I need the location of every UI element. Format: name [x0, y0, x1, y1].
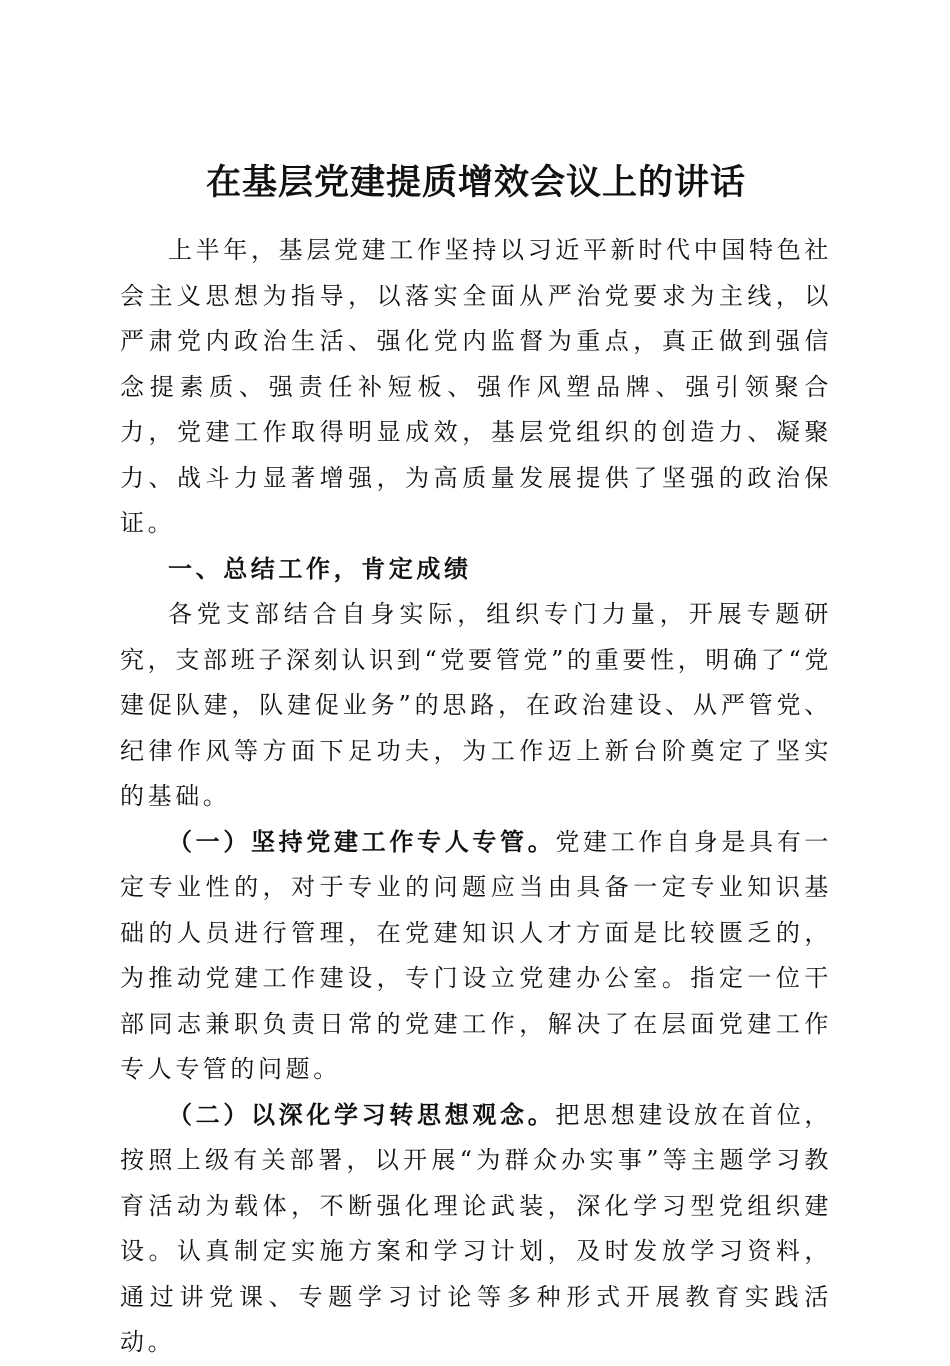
item-2-paragraph — [120, 1093, 832, 1366]
section-heading-1: 一、总结工作，肯定成绩 — [168, 554, 472, 583]
document-title: 在基层党建提质增效会议上的讲话 — [205, 162, 746, 204]
item-1-lead: （一）坚持党建工作专人专管。 — [168, 827, 556, 856]
intro-paragraph: 上半年，基层党建工作坚持以习近平新时代中国特色社会主义思想为指导，以落实全面从严治党要求为主线，以严肃党内政治生活、强化党内监督为重点，真正做到强信念提素质、强责任补短板、强作风塑品牌、强引领聚合力，党建工作取得明显成效，基层党组织的创造力、凝聚力、战斗力显著增强，为高质量发展提供了坚强的政治保证。 — [120, 236, 832, 537]
item-2-lead: （二）以深化学习转思想观念。 — [168, 1100, 556, 1129]
document-body — [120, 228, 832, 1366]
item-2-text: 把思想建设放在首位，按照上级有关部署，以开展“为群众办实事”等主题学习教育活动为载体，不断强化理论武装，深化学习型党组织建设。认真制定实施方案和学习计划，及时发放学习资料，通过讲党课、专题学习讨论等多种形式开展教育实践活动。 — [120, 1100, 832, 1356]
item-1-paragraph — [120, 820, 832, 1093]
item-1-text: 党建工作自身是具有一定专业性的，对于专业的问题应当由具备一定专业知识基础的人员进行管理，在党建知识人才方面是比较匮乏的，为推动党建工作建设，专门设立党建办公室。指定一位干部同志兼职负责日常的党建工作，解决了在层面党建工作专人专管的问题。 — [120, 827, 832, 1083]
section-1-paragraph: 各党支部结合自身实际，组织专门力量，开展专题研究，支部班子深刻认识到“党要管党”的重要性，明确了“党建促队建，队建促业务”的思路，在政治建设、从严管党、纪律作风等方面下足功夫，为工作迈上新台阶奠定了坚实的基础。 — [120, 600, 832, 810]
